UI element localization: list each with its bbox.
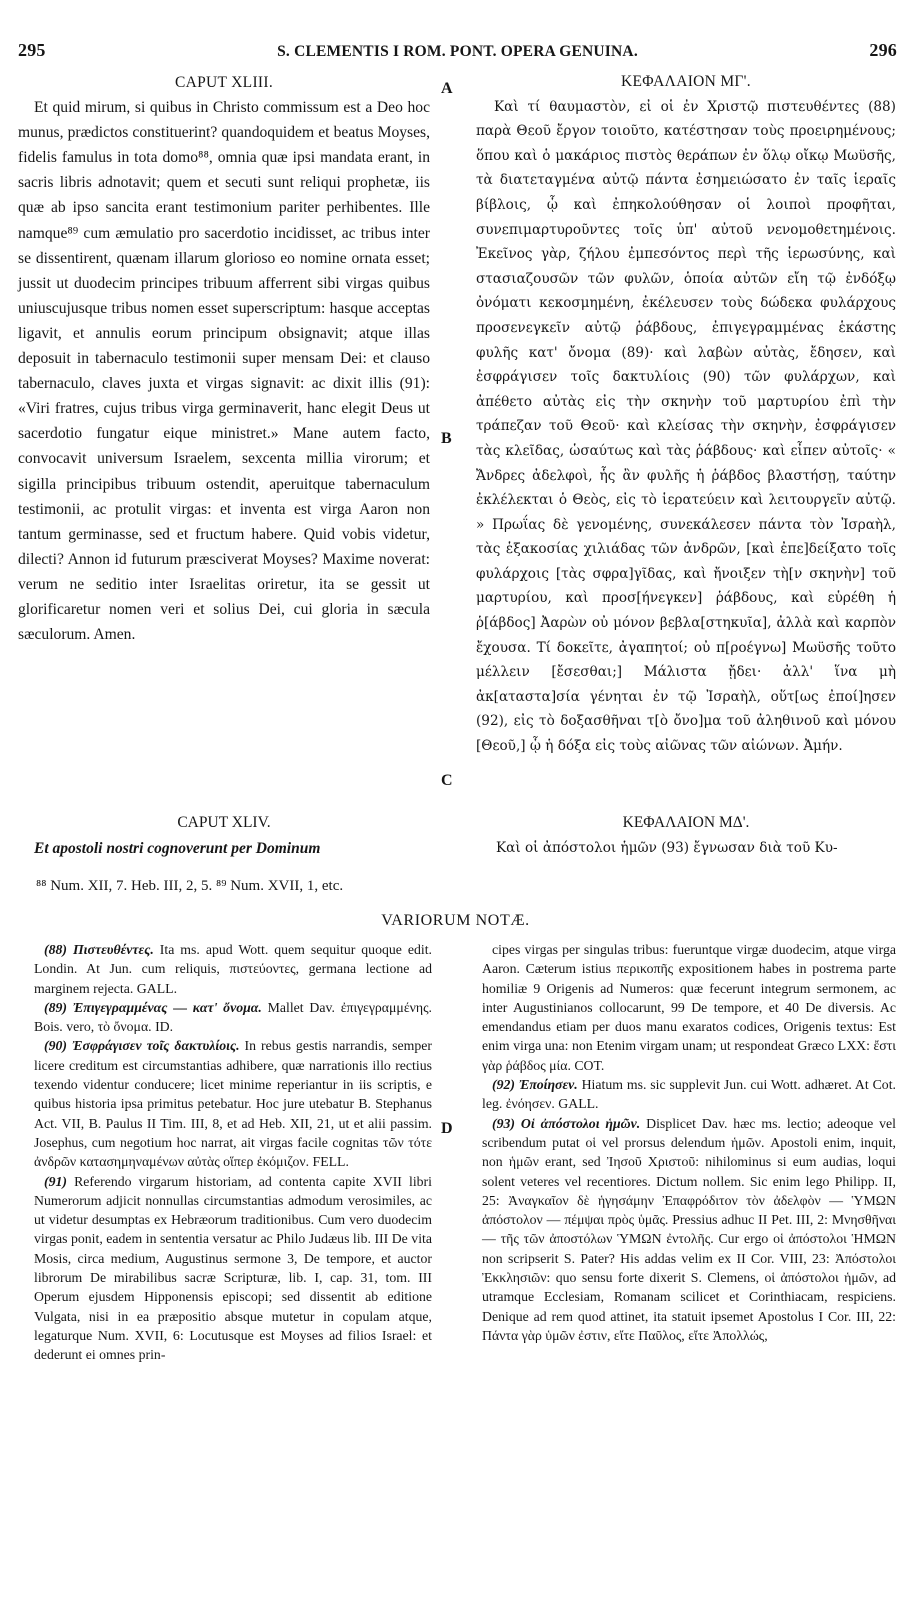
note-lemma: (91) xyxy=(44,1173,67,1189)
note-lemma: (88) Πιστευθέντες. xyxy=(44,942,154,957)
greek-continuation-line: Καὶ οἱ ἀπόστολοι ἡμῶν (93) ἔγνωσαν διὰ τοῦ Κυ- xyxy=(496,840,838,856)
running-header xyxy=(18,40,897,66)
note-text: Mallet Dav. ἐπιγεγραμμένης. Bois. vero, τὸ ὄνομα. ID. xyxy=(34,999,432,1035)
margin-letter-a: A xyxy=(441,80,453,97)
greek-chapter-heading-2: ΚΕΦΑΛΑΙΟΝ ΜΔ'. xyxy=(622,814,750,831)
variorum-note xyxy=(482,1075,896,1114)
scripture-footnote: ⁸⁸ Num. XII, 7. Heb. III, 2, 5. ⁸⁹ Num. XVII, 1, etc. xyxy=(36,878,344,894)
note-lemma: (93) Οἱ ἀπόστολοι ἡμῶν. xyxy=(492,1115,641,1131)
greek-chapter-heading: ΚΕΦΑΛΑΙΟΝ ΜΓ'. xyxy=(621,73,751,90)
latin-chapter-heading-2: CAPUT XLIV. xyxy=(177,814,271,831)
notes-right-column xyxy=(482,940,896,1345)
note-text: Ita ms. apud Wott. quem sequitur quoque edit. Londin. At Jun. cum reliquis, πιστεύοντες, germana lectione ad marginem rejecta. GALL. xyxy=(34,942,432,996)
note-lemma: (90) Ἐσφράγισεν τοῖς δακτυλίοις. xyxy=(44,1038,240,1054)
variorum-note xyxy=(34,1172,432,1365)
note-text: Hiatum ms. sic supplevit Jun. cui Wott. adhæret. At Cot. leg. ἐνόησεν. GALL. xyxy=(482,1077,896,1112)
latin-text: Et quid mirum, si quibus in Christo commissum est a Deo hoc munus, prædictos constituerint? quandoquidem et beatus Moyses, fidelis famulus in tota domo⁸⁸, omnia quæ ipsi mandata erant, in sacris libris adnotavit; quem et secuti sunt reliqui prophetæ, iis quæ ab ipso sancita erant testimonium pariter perhibentes. Ille namque⁸⁹ cum æmulatio pro sacerdotio incidisset, ac tribus inter se dissentirent, quænam illarum glorioso eo nomine ornata esset; jussit ut duodecim principes tribuum afferrent sibi virgas quibus uniuscujusque tribus nomen esset superscriptum: hasque acceptas ligavit, et annulis eorum principum obsignavit; atque illas deposuit in tabernaculo testimonii super mensam Dei: et clauso tabernaculo, claves juxta et virgas signavit: ac dixit illis (91): «Viri fratres, cujus tribus virga germinaverit, hanc elegit Deus ut sacerdotio fungatur eique ministret.» Mane autem facto, convocavit universum Israelem, sexcenta millia virorum; et sigilla principibus tribuum ostendit, aperuitque tabernaculum testimonii, ac protulit virgas: et inventa est virga Aaron non tantum germinasse, sed et fructum habere. Quid vobis videtur, dilecti? Annon id futurum præsciverat Moyses? Maxime noverat: verum ne seditio inter Israelitas oriretur, ita se gessit ut glorificaretur nomen veri et solius Dei, cui gloria in sæcula sæculorum. Amen. xyxy=(18,99,430,644)
latin-chapter-heading: CAPUT XLIII. xyxy=(174,74,274,91)
latin-continuation-line: Et apostoli nostri cognoverunt per Dominum xyxy=(34,840,321,857)
variorum-note xyxy=(34,998,432,1037)
note-text: Referendo virgarum historiam, ad contenta capite XVII libri Numerorum adjicit nonnullas circumstantias admodum verosimiles, ac ut videtur desumptas ex Hebræorum traditionibus. Cum vero duodecim virgas ponit, eadem in sententia versatur ac Philo Judæus lib. III De vita Mosis, circa medium, Augustinus sermone 3, De tempore, et auctor librorum De mirabilibus sacræ Scripturæ, lib. I, cap. 31, tom. III Operum ejusdem Hipponensis episcopi; sed dissentit ab editione Vulgata, nisi in ea præpositio absque mutetur in copulam atque, legaturque Num. XVII, 6: Locutusque est Moyses ad filios Israel: et dederunt ei omnes prin- xyxy=(34,1173,432,1363)
margin-letter-b: B xyxy=(441,430,452,447)
variorum-note xyxy=(482,1114,896,1346)
variorum-note xyxy=(482,940,896,1075)
greek-column xyxy=(476,70,896,759)
page-number-left: 295 xyxy=(18,40,46,60)
running-title: S. CLEMENTIS I ROM. PONT. OPERA GENUINA. xyxy=(277,43,638,60)
variorum-note xyxy=(34,940,432,998)
notes-left-column xyxy=(34,940,432,1365)
greek-text: Καὶ τί θαυμαστὸν, εἰ οἱ ἐν Χριστῷ πιστευθέντες (88) παρὰ Θεοῦ ἔργον τοιοῦτο, κατέστησαν τοὺς προειρημένους; ὅπου καὶ ὁ μακάριος πιστὸς θεράπων ἐν ὅλῳ οἴκῳ Μωϋσῆς, τὰ διατεταγμένα αὐτῷ πάντα ἐσημειώσατο ἐν ταῖς ἱεραῖς βίβλοις, ᾧ καὶ ἐπηκολούθησαν οἱ λοιποὶ προφῆται, συνεπιμαρτυροῦντες τοῖς ὑπ' αὐτοῦ νενομοθετημένοις. Ἐκεῖνος γὰρ, ζήλου ἐμπεσόντος περὶ τῆς ἱερωσύνης, καὶ στασιαζουσῶν τῶν φυλῶν, ὁποία αὐτῶν εἴη τῷ ἐνδόξῳ ὀνόματι κεκοσμημένη, ἐκέλευσεν τοὺς δώδεκα φυλάρχους προσενεγκεῖν αὐτῷ ῥάβδους, ἐπιγεγραμμένας ἑκάστης φυλῆς κατ' ὄνομα (89)· καὶ λαβὼν αὐτὰς, ἔδησεν, καὶ ἐσφράγισεν τοῖς δακτυλίοις (90) τῶν φυλάρχων, καὶ ἀπέθετο αὐτὰς εἰς τὴν σκηνὴν τοῦ μαρτυρίου ἐπὶ τὴν τράπεζαν τοῦ Θεοῦ· καὶ κλείσας τὴν σκηνὴν, ἐσφράγισεν τὰς κλεῖδας, ὡσαύτως καὶ τὰς ῥάβδους· καὶ εἶπεν αὐτοῖς· « Ἄνδρες ἀδελφοὶ, ἧς ἂν φυλῆς ἡ ῥάβδος βλαστήσῃ, ταύτην ἐκλέλεκται ὁ Θεὸς, εἰς τὸ ἱερατεύειν καὶ λειτουργεῖν αὐτῷ. » Πρωΐας δὲ γενομένης, συνεκάλεσεν πάντα τὸν Ἰσραὴλ, τὰς ἑξακοσίας χιλιάδας τῶν ἀνδρῶν, [καὶ ἐπε]δείξατο τοῖς φυλάρχοις [τὰς σφρα]γῖδας, καὶ ἤνοιξεν τὴ[ν σκηνὴν] τοῦ μαρτυρίου, καὶ προσ[ήνεγκεν] ῥάβδους, καὶ εὑρέθη ἡ ῥ[άβδος] Ἀαρὼν οὐ μόνον βεβλα[στηκυῖα], ἀλλὰ καὶ καρπὸν ἔχουσα. Τί δοκεῖτε, ἀγαπητοί; οὐ π[ροέγνω] Μωϋσῆς τοῦτο μέλλειν [ἔσεσθαι;] Μάλιστα ᾔδει· ἀλλ' ἵνα μὴ ἀκ[αταστα]σία γένηται ἐν τῷ Ἰσραὴλ, οὕτ[ως ἐποί]ησεν (92), εἰς τὸ δοξασθῆναι τ[ὸ ὄνο]μα τοῦ ἀληθινοῦ καὶ μόνου [Θεοῦ,] ᾧ ἡ δόξα εἰς τοὺς αἰῶνας τῶν αἰώνων. Ἀμήν. xyxy=(476,98,896,755)
page-number-right: 296 xyxy=(869,40,897,60)
note-lemma: (89) Ἐπιγεγραμμένας — κατ' ὄνομα. xyxy=(44,999,262,1015)
note-text: In rebus gestis narrandis, semper licere creditum est circumstantias adhibere, quæ narrationis illo rectius texendo videntur conducere; licet minime reperiantur in iis scriptis, e quibus historia ipsa primitus petebatur. Hoc jure utebatur B. Stephanus Act. VII, B. Paulus II Tim. III, 8, et ad Heb. XII, 21, ut et alii passim. Josephus, cum negotium hoc narrat, ait virgas facile cognitas τῶν τότε ἀνδρῶν κατασημηναμένων αὐτὰς οἵπερ ἐκόμιζον. FELL. xyxy=(34,1038,432,1170)
notes-heading: VARIORUM NOTÆ. xyxy=(381,912,530,929)
margin-letter-c: C xyxy=(441,772,453,789)
margin-letter-d: D xyxy=(441,1120,453,1137)
note-lemma: (92) Ἐποίησεν. xyxy=(492,1077,578,1093)
note-text: cipes virgas per singulas tribus: fueruntque virgæ duodecim, atque virga Aaron. Cæterum istius περικοπῆς expositionem habes in postrema parte homiliæ 9 Origenis ad Numeros: quæ fecerunt integrum sermonem, ac inter Augustinianos collocarunt, 99 De tempore, et 40 De diversis. Ac emendandus etiam per duos manu exaratos codices, Origenis textus: Est enim virga una: non Etenim virgam unam; ut respondeat Græco LXX: ἔστι γὰρ ῥάβδος μία. COT. xyxy=(482,942,896,1073)
variorum-note xyxy=(34,1036,432,1171)
latin-column xyxy=(18,70,430,647)
note-text: Displicet Dav. hæc ms. lectio; adeoque vel scribendum putat οἱ vel prorsus delendum ἡμῶν. Apostoli enim, inquit, non ἡμῶν erant, sed Ἰησοῦ Χριστοῦ: nihilominus si eum audias, loqui solent veteres vel recentiores. Dictum nollem. Sic enim lego Philipp. II, 25: Ἀναγκαῖον δὲ ἡγησάμην Ἐπαφρόδιτον τὸν ἀδελφὸν — ὙΜΩΝ ἀπόστολον — πέμψαι πρὸς ὑμᾶς. Pressius adhuc II Pet. III, 2: Μνησθῆναι — τῆς τῶν ἀποστόλων ὙΜΩΝ ἐντολῆς. Cur ergo οἱ ἀπόστολοι ἩΜΩΝ non scripserit S. Pater? His addas velim ex II Cor. VIII, 23: Ἀπόστολοι Ἐκκλησιῶν: quo sensu forte dixerit S. Clemens, οἱ ἀπόστολοι ἡμῶν, ad utramque Ecclesiam, Romanam scilicet et Corinthiacam, respiciens. Denique ad rem quod attinet, ita statuit ipsemet Apostolus I Cor. III, 22: Πάντα γὰρ ὑμῶν ἐστιν, εἴτε Παῦλος, εἴτε Ἀπολλώς, xyxy=(482,1115,896,1343)
